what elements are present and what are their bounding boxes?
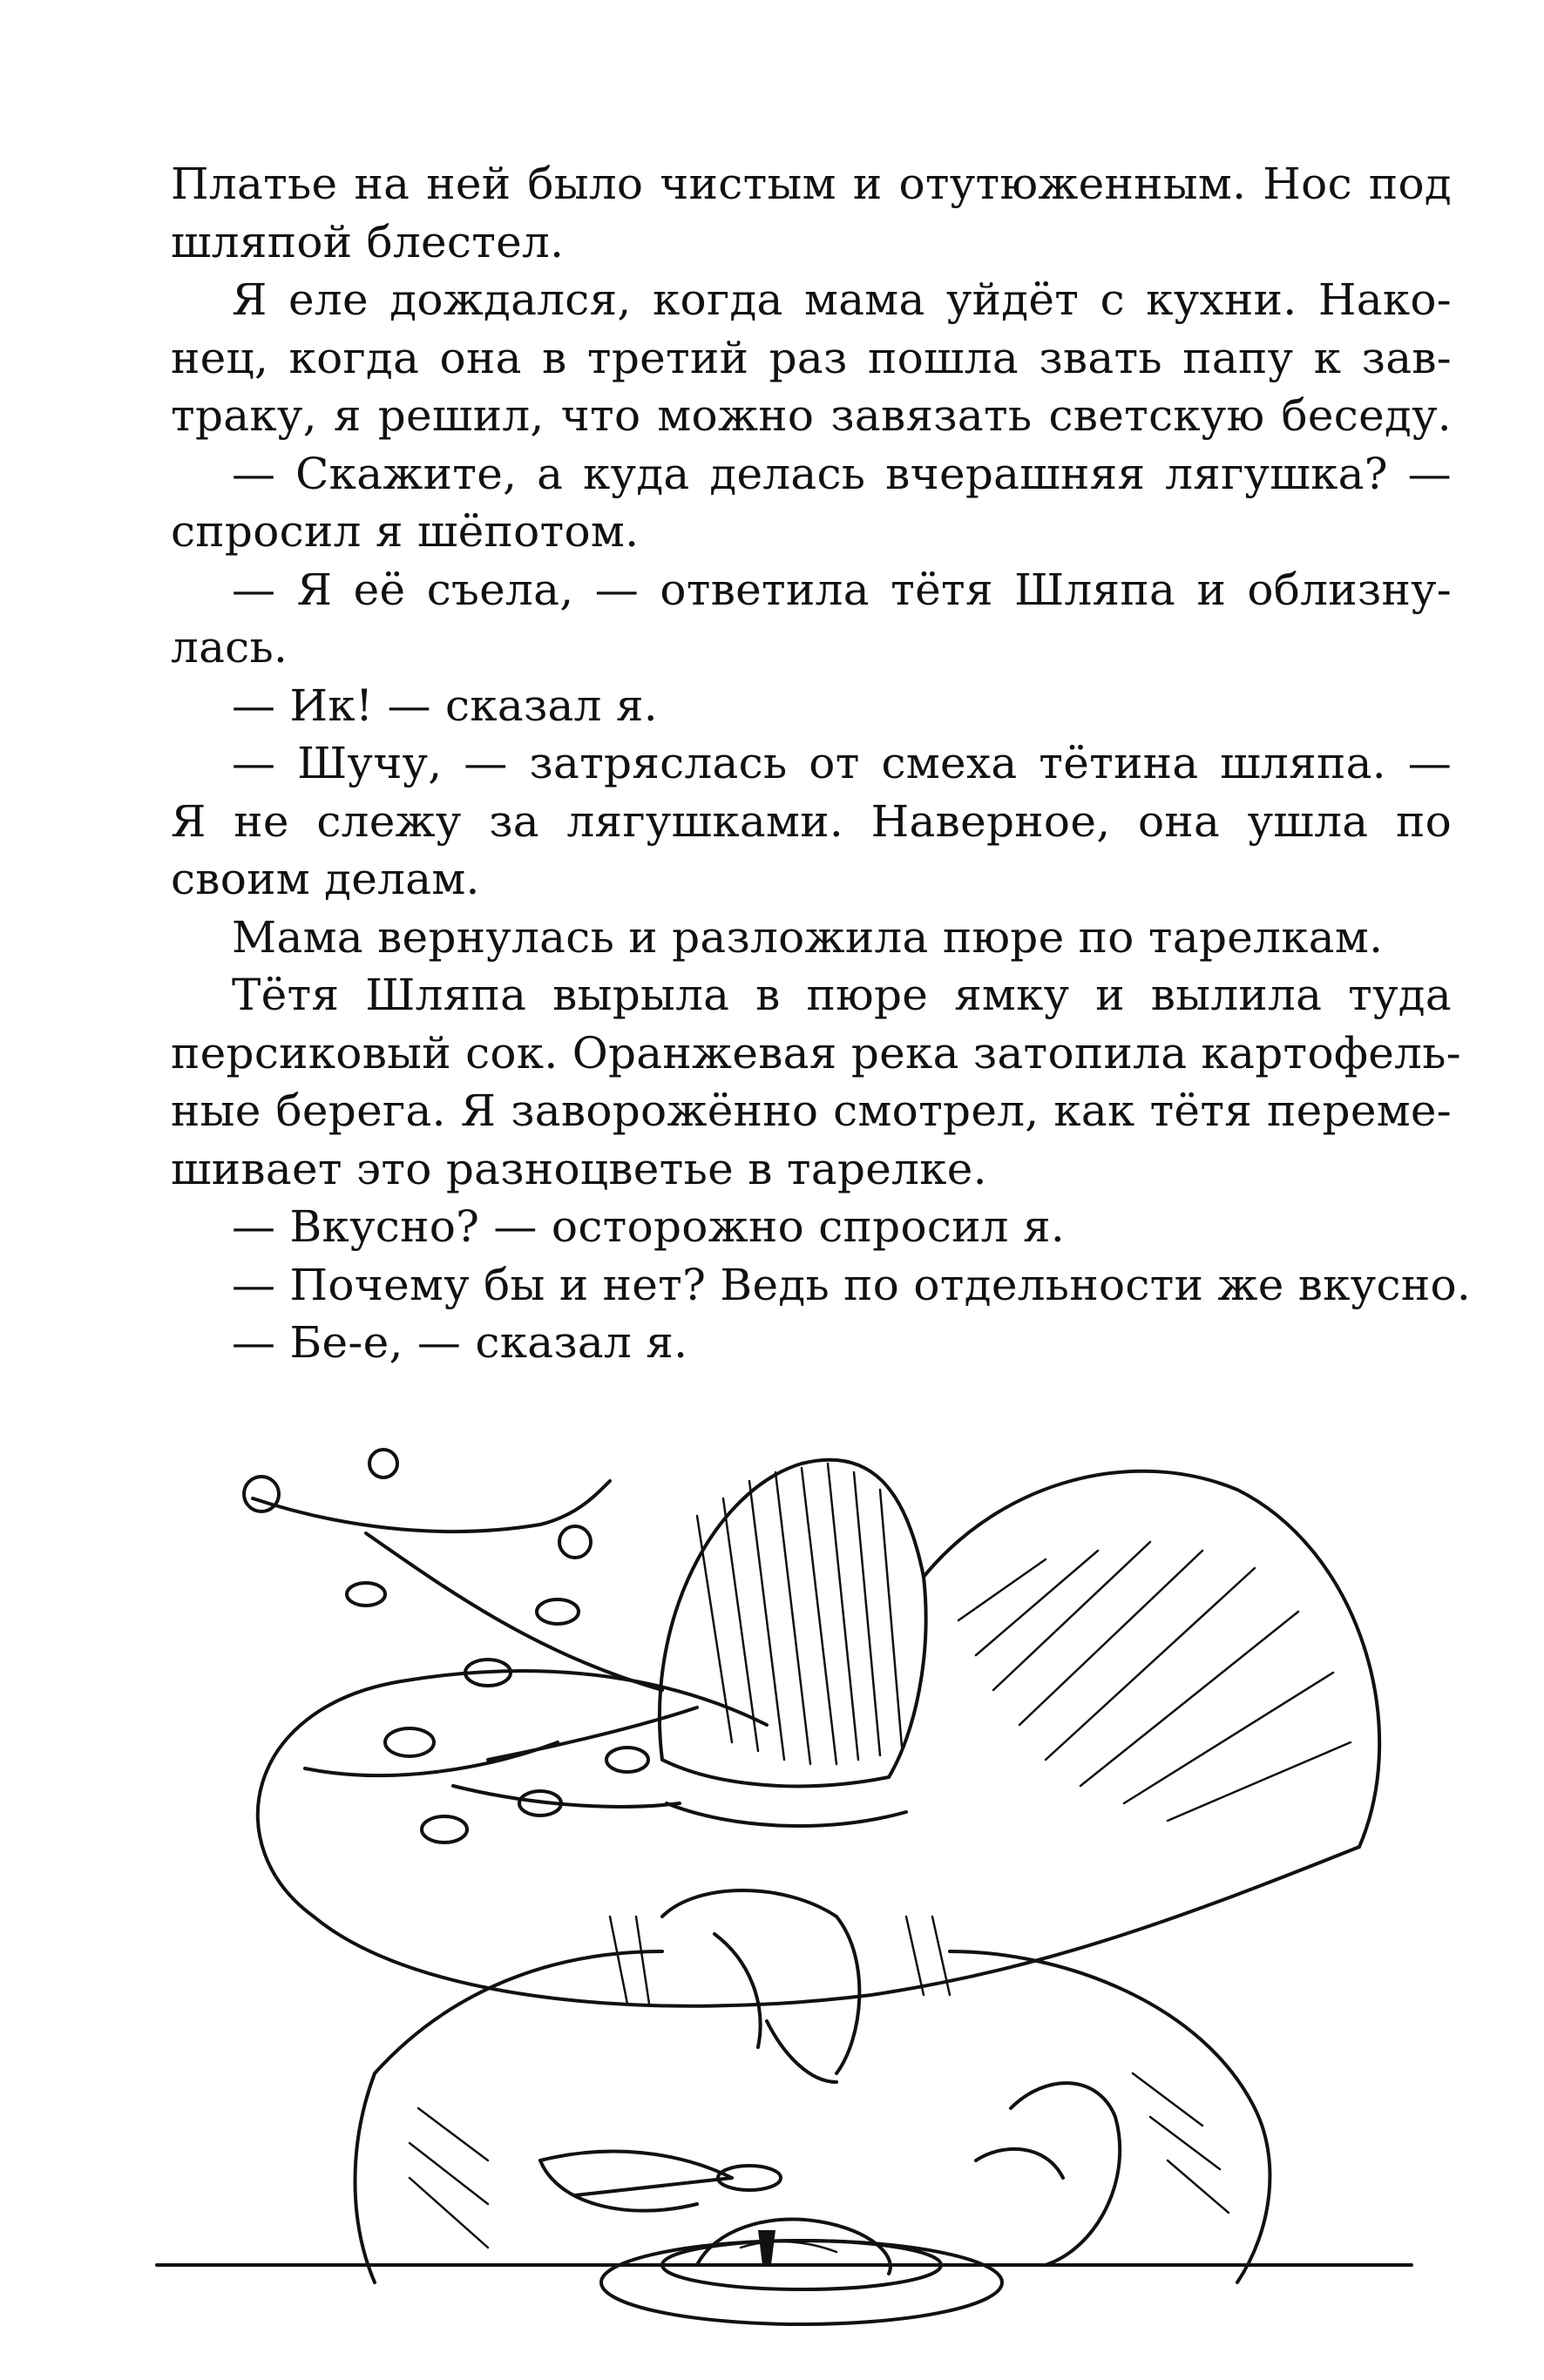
text-line: — Ик! — сказал я. bbox=[232, 680, 658, 731]
plate-ink bbox=[157, 2219, 1412, 2324]
text-line: персиковый сок. Оранжевая река затопила картофель- bbox=[171, 1027, 1461, 1078]
text-line: шляпой блестел. bbox=[171, 216, 565, 267]
text-line: — Я её съела, — ответила тётя Шляпа и облизну- bbox=[232, 564, 1452, 615]
text-line: ные берега. Я заворожённо смотрел, как тётя переме- bbox=[171, 1085, 1452, 1136]
text-line: шивает это разноцветье в тарелке. bbox=[171, 1143, 987, 1194]
text-line: своим делам. bbox=[171, 854, 480, 904]
face-ink bbox=[610, 1890, 950, 2082]
text-line: Я не слежу за лягушками. Наверное, она ушла по bbox=[171, 795, 1452, 847]
text-line: спросил я шёпотом. bbox=[171, 506, 640, 557]
text-line: — Вкусно? — осторожно спросил я. bbox=[232, 1201, 1066, 1252]
hat-branch-ink bbox=[244, 1450, 697, 1842]
text-line: нец, когда она в третий раз пошла звать папу к зав- bbox=[171, 332, 1452, 383]
text-line: Тётя Шляпа вырыла в пюре ямку и вылила туда bbox=[232, 970, 1452, 1020]
text-line: лась. bbox=[171, 622, 288, 673]
text-line: траку, я решил, что можно завязать светскую беседу. bbox=[171, 390, 1452, 441]
hat-crown-ink bbox=[660, 1460, 1351, 1826]
text-line: Я еле дождался, когда мама уйдёт с кухни. Нако- bbox=[232, 274, 1452, 325]
illustration-hat-lady-eating bbox=[0, 1394, 1544, 2380]
text-line: — Скажите, а куда делась вчерашняя лягушка? — bbox=[232, 448, 1452, 499]
story-text bbox=[171, 155, 1472, 1372]
text-line: — Бе-е, — сказал я. bbox=[232, 1317, 688, 1368]
text-line: — Шучу, — затряслась от смеха тётина шляпа. — bbox=[232, 738, 1452, 788]
text-line: Мама вернулась и разложила пюре по тарелкам. bbox=[232, 911, 1384, 963]
hat-brim-ink bbox=[258, 1471, 1379, 2006]
text-line: Платье на ней было чистым и отутюженным. Нос под bbox=[171, 159, 1452, 209]
text-line: — Почему бы и нет? Ведь по отдельности же вкусно. bbox=[232, 1259, 1472, 1310]
